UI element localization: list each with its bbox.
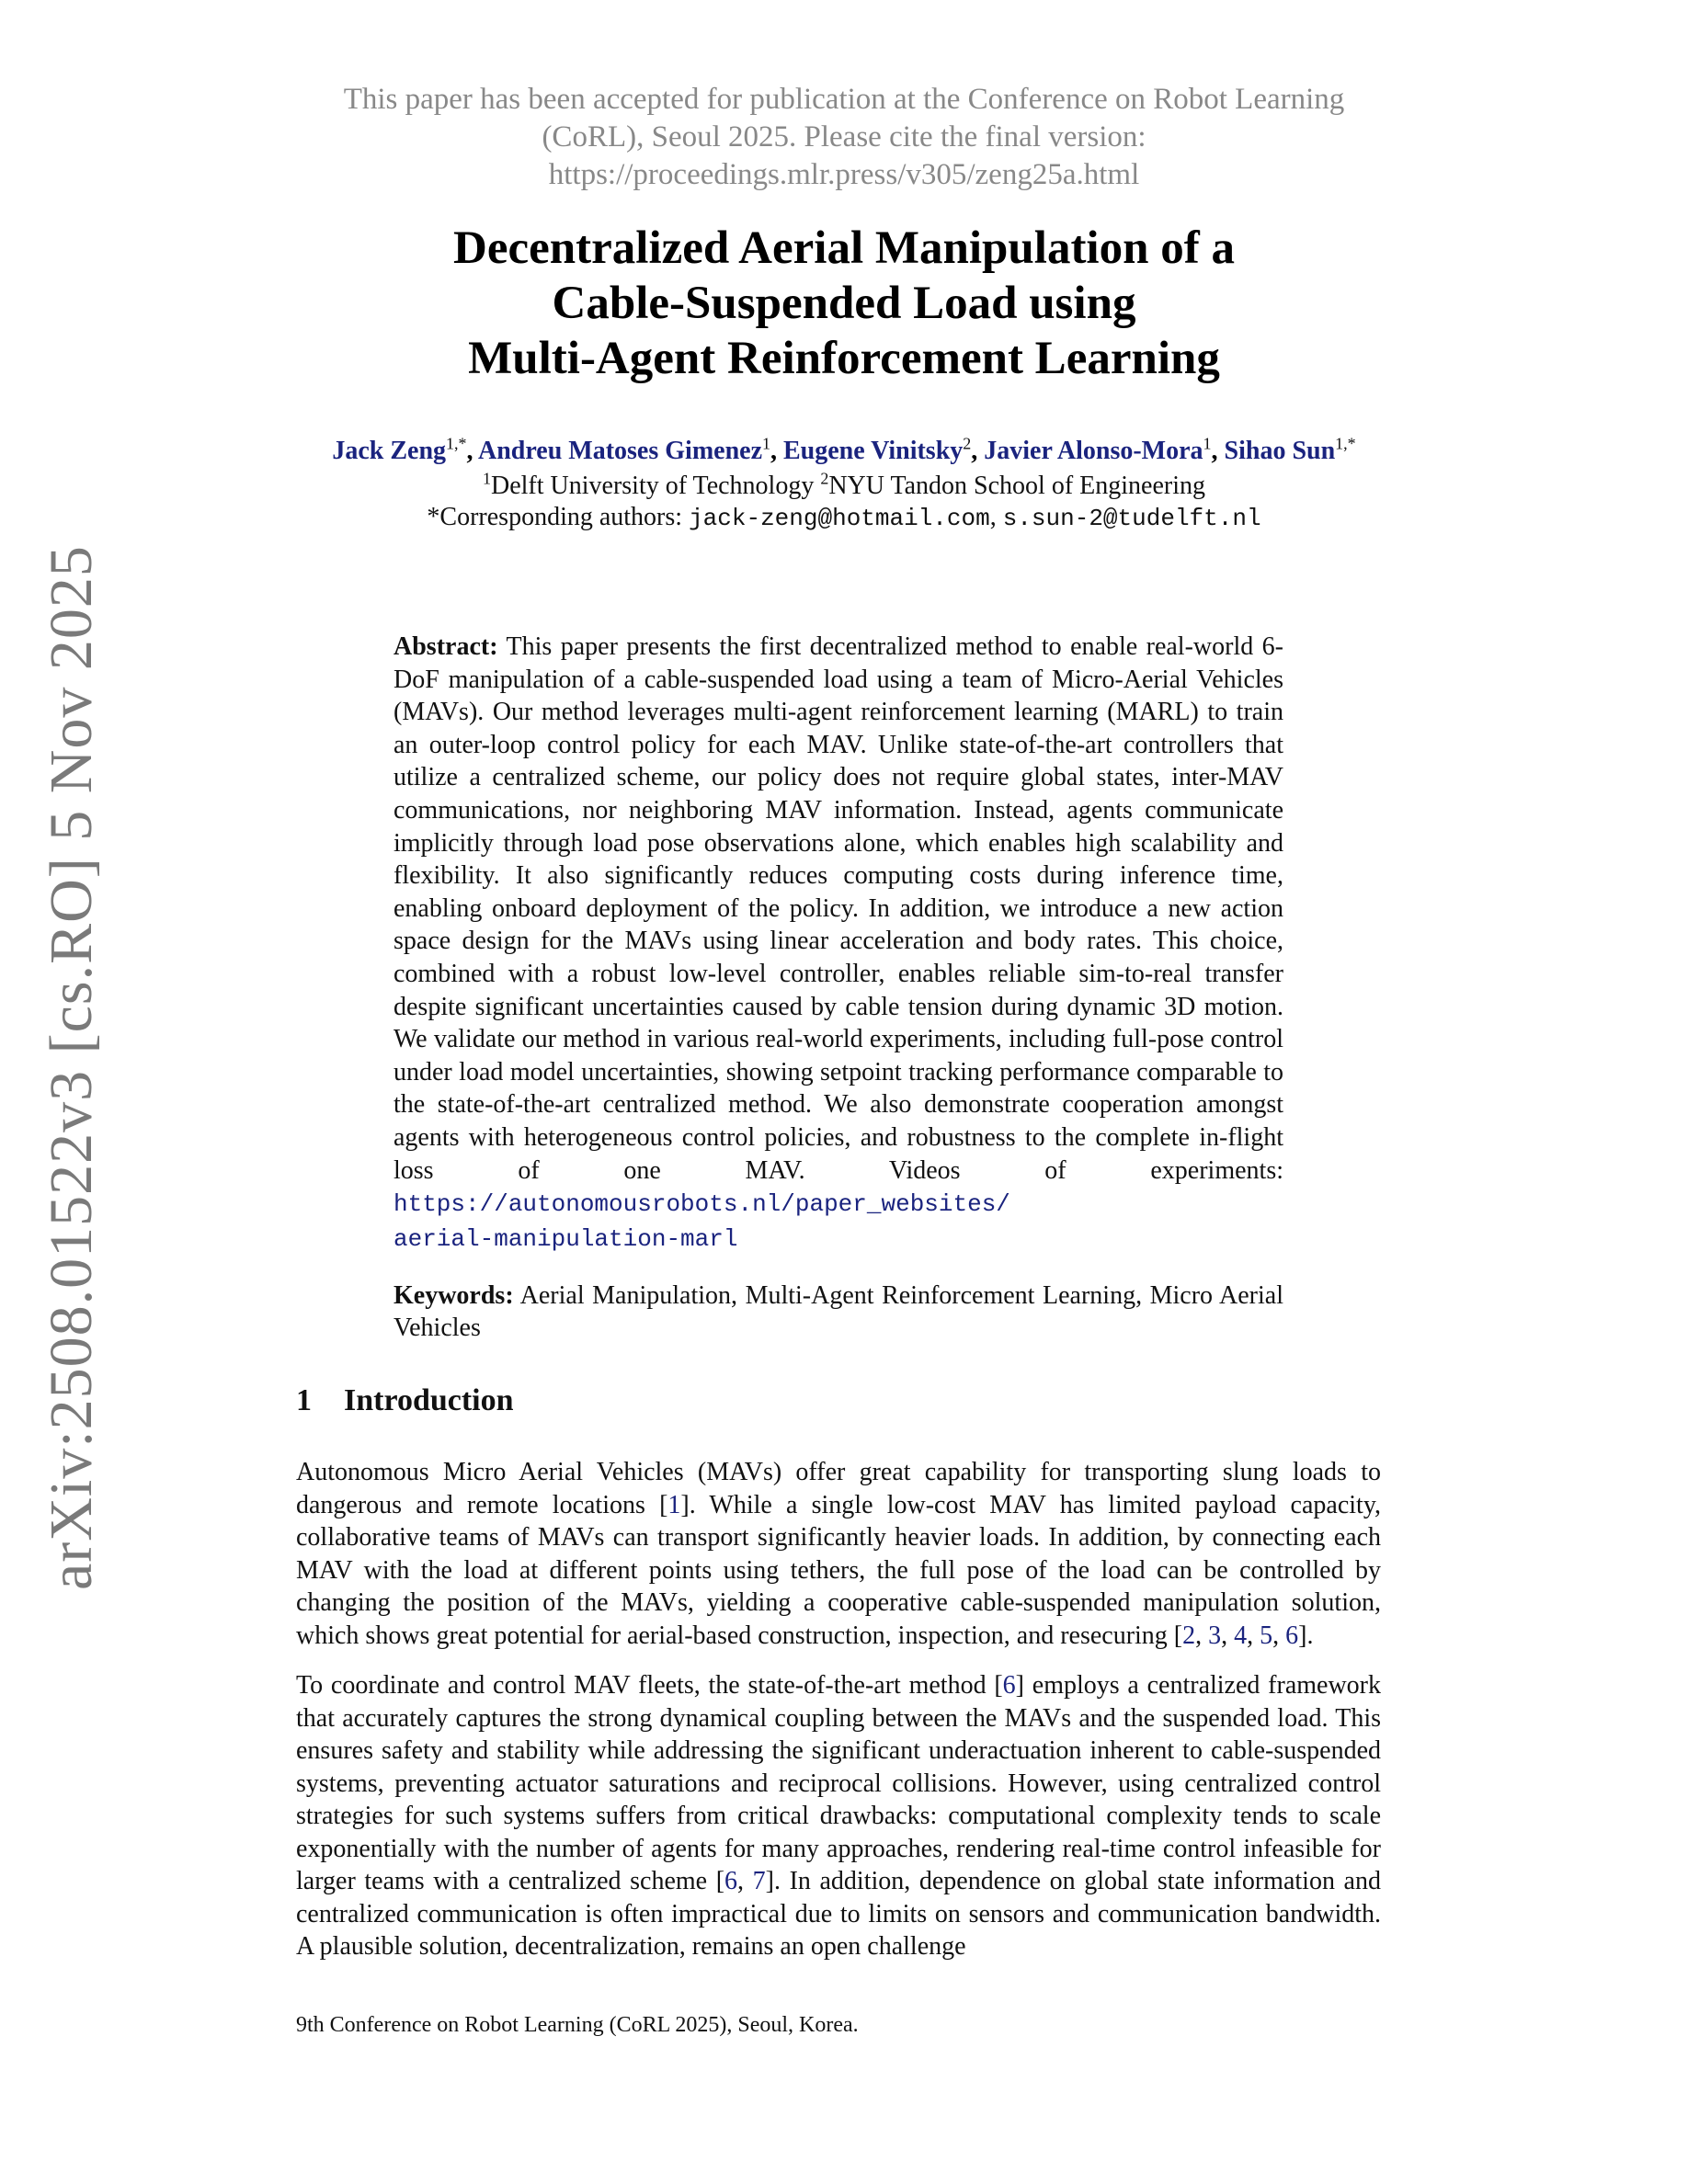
paragraph-text: ]. bbox=[1298, 1621, 1314, 1650]
author-name[interactable]: Andreu Matoses Gimenez bbox=[478, 437, 762, 465]
corresponding-authors bbox=[0, 502, 1688, 534]
paragraph-text: Autonomous Micro Aerial Vehicles (MAVs) offer great capability for transporting slung loads to dangerous and remote locations [ bbox=[296, 1458, 1381, 1519]
affiliation-mark: 2 bbox=[820, 469, 829, 488]
citation-link[interactable]: 7 bbox=[752, 1867, 766, 1895]
title-line: Decentralized Aerial Manipulation of a bbox=[453, 222, 1235, 274]
paragraph-text: ] employs a centralized framework that accurately captures the strong dynamical coupling between the MAVs and the suspended load. This ensures safety and stability while addressing the significant underactuation inherent to cable-suspended systems, preventing actuator saturations and reciprocal collisions. However, using centralized control strategies for such systems suffers from critical drawbacks: computational complexity tends to scale exponentially with the number of agents for many approaches, rendering real-time control infeasible for larger teams with a centralized scheme [ bbox=[296, 1671, 1381, 1895]
corresponding-label: *Corresponding authors: bbox=[427, 503, 683, 531]
title-line: Multi-Agent Reinforcement Learning bbox=[468, 333, 1220, 384]
citation-link[interactable]: 3 bbox=[1208, 1621, 1222, 1650]
abstract bbox=[393, 631, 1283, 1256]
author-name[interactable]: Eugene Vinitsky bbox=[783, 437, 964, 465]
arxiv-identifier: arXiv:2508.01522v3 [cs.RO] 5 Nov 2025 bbox=[38, 545, 105, 1590]
author-name[interactable]: Sihao Sun bbox=[1224, 437, 1336, 465]
citation-link[interactable]: 1 bbox=[667, 1490, 681, 1519]
affiliation-mark: 1 bbox=[482, 469, 491, 488]
corresponding-email[interactable]: s.sun-2@tudelft.nl bbox=[1002, 505, 1261, 532]
paragraph-text: ]. While a single low-cost MAV has limited payload capacity, collaborative teams of MAVs can transport significantly heavier loads. In addition, by connecting each MAV with the load at different points using tethers, the full pose of the load can be controlled by changing the position of the MAVs, yielding a cooperative cable-suspended manipulation solution, which shows great potential for aerial-based construction, inspection, and resecuring [ bbox=[296, 1490, 1381, 1650]
citation-link[interactable]: 4 bbox=[1234, 1621, 1248, 1650]
author-affiliation-mark: 1 bbox=[1203, 434, 1212, 453]
author-name[interactable]: Javier Alonso-Mora bbox=[984, 437, 1203, 465]
citation-link[interactable]: 6 bbox=[1002, 1671, 1016, 1700]
author-affiliation-mark: 1,* bbox=[1335, 434, 1356, 453]
citation-link[interactable]: 5 bbox=[1260, 1621, 1273, 1650]
citation-link[interactable]: 6 bbox=[1285, 1621, 1299, 1650]
author-affiliation-mark: 1 bbox=[762, 434, 770, 453]
abstract-label: Abstract: bbox=[393, 632, 498, 661]
section-number: 1 bbox=[296, 1383, 312, 1417]
intro-paragraph: Autonomous Micro Aerial Vehicles (MAVs) offer great capability for transporting slung loads to dangerous and remote locations [1]. While a single low-cost MAV has limited payload capacity, collaborative teams of MAVs can transport significantly heavier loads. In addition, by connecting each MAV with the load at different points using tethers, the full pose of the load can be controlled by changing the position of the MAVs, yielding a cooperative cable-suspended manipulation solution, which shows great potential for aerial-based construction, inspection, and resecuring [2, 3, 4, 5, 6]. bbox=[296, 1458, 1381, 1650]
author-affiliation-mark: 2 bbox=[963, 434, 972, 453]
notice-line: This paper has been accepted for publication at the Conference on Robot Learning bbox=[343, 83, 1345, 116]
notice-url[interactable]: https://proceedings.mlr.press/v305/zeng25a.html bbox=[548, 158, 1140, 191]
intro-paragraph: To coordinate and control MAV fleets, the state-of-the-art method [6] employs a centralized framework that accurately captures the strong dynamical coupling between the MAVs and the suspended load. This ensures safety and stability while addressing the significant underactuation inherent to cable-suspended systems, preventing actuator saturations and reciprocal collisions. However, using centralized control strategies for such systems suffers from critical drawbacks: computational complexity tends to scale exponentially with the number of agents for many approaches, rendering real-time control infeasible for larger teams with a centralized scheme [6, 7]. In addition, dependence on global state information and centralized communication is often impractical due to limits on sensors and communication bandwidth. A plausible solution, decentralization, remains an open challenge bbox=[296, 1671, 1381, 1961]
section-heading bbox=[296, 1382, 514, 1419]
author-list: Jack Zeng$^{1,*}$, Andreu Matoses Gimenez$^1$, Eugene Vinitsky$^2$, Javier Alonso-Mora$^1$, Sihao Sun$^{1,*}$ bbox=[332, 434, 1356, 465]
notice-line: (CoRL), Seoul 2025. Please cite the final version: bbox=[542, 120, 1146, 154]
conference-footnote: 9th Conference on Robot Learning (CoRL 2025), Seoul, Korea. bbox=[296, 2013, 859, 2037]
keywords-label: Keywords: bbox=[393, 1281, 514, 1310]
email-separator: , bbox=[989, 503, 997, 531]
video-link-cont[interactable]: aerial-manipulation-marl bbox=[393, 1224, 738, 1253]
paragraph-text: To coordinate and control MAV fleets, the state-of-the-art method [ bbox=[296, 1671, 1003, 1700]
section-title: Introduction bbox=[344, 1383, 514, 1417]
author-affiliation-mark: 1,* bbox=[446, 434, 467, 453]
video-label: Videos of experiments: bbox=[888, 1155, 1283, 1185]
video-link[interactable]: https://autonomousrobots.nl/paper_websites/ bbox=[393, 1190, 1010, 1219]
abstract-text: This paper presents the first decentralized method to enable real-world 6-DoF manipulation of a cable-suspended load using a team of Micro-Aerial Vehicles (MAVs). Our method leverages multi-agent reinforcement learning (MARL) to train an outer-loop control policy for each MAV. Unlike state-of-the-art controllers that utilize a centralized scheme, our policy does not require global states, inter-MAV communications, nor neighboring MAV information. Instead, agents communicate implicitly through load pose observations alone, which enables high scalability and flexibility. It also significantly reduces computing costs during inference time, enabling onboard deployment of the policy. In addition, we introduce a new action space design for the MAVs using linear acceleration and body rates. This choice, combined with a robust low-level controller, enables reliable sim-to-real transfer despite significant uncertainties caused by cable tension during dynamic 3D motion. We validate our method in various real-world experiments, including full-pose control under load model uncertainties, showing setpoint tracking performance comparable to the state-of-the-art centralized method. We also demonstrate cooperation amongst agents with heterogeneous control policies, and robustness to the complete in-flight loss of one MAV. bbox=[393, 632, 1283, 1185]
affiliations bbox=[0, 471, 1688, 502]
citation-link[interactable]: 6 bbox=[724, 1867, 738, 1895]
keywords-text: Aerial Manipulation, Multi-Agent Reinforcement Learning, Micro Aerial Vehicles bbox=[393, 1281, 1283, 1342]
title-line: Cable-Suspended Load using bbox=[552, 278, 1136, 329]
keywords bbox=[393, 1280, 1283, 1344]
citation-link[interactable]: 2 bbox=[1182, 1621, 1196, 1650]
paragraph-text: ]. In addition, dependence on global state information and centralized communication is often impractical due to limits on sensors and communication bandwidth. A plausible solution, decentralization, remains an open challenge bbox=[296, 1867, 1381, 1961]
affiliation-name: NYU Tandon School of Engineering bbox=[828, 472, 1206, 500]
publication-notice bbox=[0, 81, 1688, 194]
affiliation-name: Delft University of Technology bbox=[490, 472, 815, 500]
paper-title bbox=[0, 221, 1688, 386]
corresponding-email[interactable]: jack-zeng@hotmail.com bbox=[689, 505, 990, 532]
author-name[interactable]: Jack Zeng bbox=[332, 437, 447, 465]
